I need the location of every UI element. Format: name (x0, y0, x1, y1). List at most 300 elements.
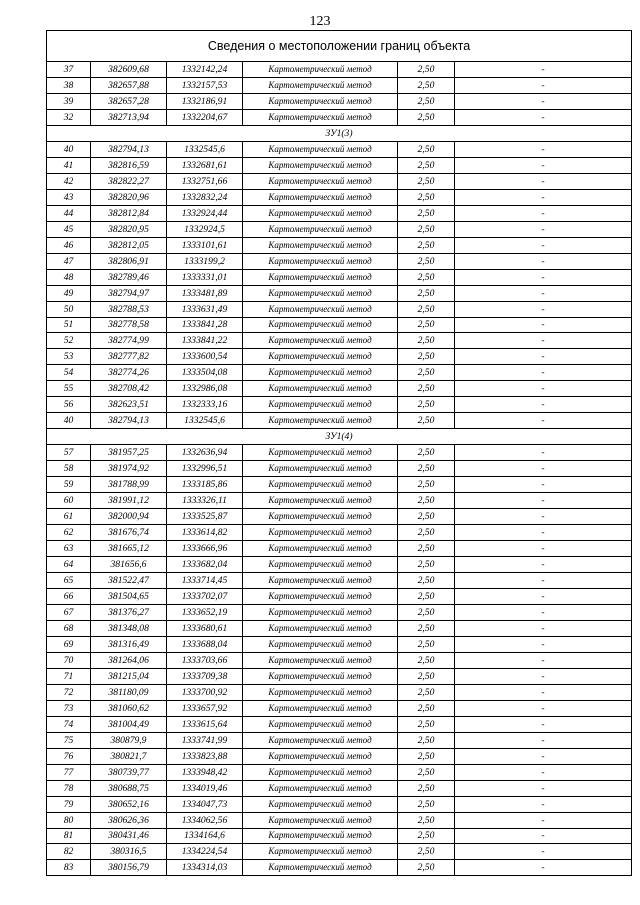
x-coordinate-cell: 381348,08 (91, 620, 167, 636)
table-row (47, 445, 632, 461)
method-cell: Картометрический метод (243, 764, 398, 780)
description-cell: - (455, 397, 632, 413)
x-coordinate-cell: 382822,27 (91, 173, 167, 189)
description-cell: - (455, 413, 632, 429)
description-cell: - (455, 812, 632, 828)
point-number-cell: 62 (47, 525, 91, 541)
method-cell: Картометрический метод (243, 285, 398, 301)
method-cell: Картометрический метод (243, 684, 398, 700)
point-number-cell: 67 (47, 604, 91, 620)
description-cell: - (455, 684, 632, 700)
method-cell: Картометрический метод (243, 141, 398, 157)
accuracy-cell: 2,50 (398, 141, 455, 157)
y-coordinate-cell: 1332545,6 (167, 413, 243, 429)
y-coordinate-cell: 1333709,38 (167, 668, 243, 684)
x-coordinate-cell: 380739,77 (91, 764, 167, 780)
x-coordinate-cell: 382820,95 (91, 221, 167, 237)
point-number-cell: 55 (47, 381, 91, 397)
accuracy-cell: 2,50 (398, 604, 455, 620)
description-cell: - (455, 588, 632, 604)
description-cell: - (455, 381, 632, 397)
x-coordinate-cell: 382812,84 (91, 205, 167, 221)
accuracy-cell: 2,50 (398, 557, 455, 573)
accuracy-cell: 2,50 (398, 588, 455, 604)
table-row (47, 333, 632, 349)
method-cell: Картометрический метод (243, 461, 398, 477)
description-cell: - (455, 509, 632, 525)
description-cell: - (455, 221, 632, 237)
y-coordinate-cell: 1332996,51 (167, 461, 243, 477)
table-title: Сведения о местоположении границ объекта (47, 31, 632, 62)
y-coordinate-cell: 1333714,45 (167, 573, 243, 589)
x-coordinate-cell: 382812,05 (91, 237, 167, 253)
x-coordinate-cell: 381215,04 (91, 668, 167, 684)
table-row (47, 668, 632, 684)
method-cell: Картометрический метод (243, 620, 398, 636)
table-row (47, 62, 632, 78)
table-row (47, 509, 632, 525)
method-cell: Картометрический метод (243, 413, 398, 429)
table-row (47, 636, 632, 652)
description-cell: - (455, 301, 632, 317)
description-cell: - (455, 748, 632, 764)
point-number-cell: 64 (47, 557, 91, 573)
accuracy-cell: 2,50 (398, 844, 455, 860)
method-cell: Картометрический метод (243, 557, 398, 573)
method-cell: Картометрический метод (243, 157, 398, 173)
description-cell: - (455, 365, 632, 381)
point-number-cell: 70 (47, 652, 91, 668)
table-row (47, 573, 632, 589)
table-row (47, 413, 632, 429)
method-cell: Картометрический метод (243, 301, 398, 317)
method-cell: Картометрический метод (243, 237, 398, 253)
description-cell: - (455, 333, 632, 349)
page-number: 123 (309, 14, 331, 29)
point-number-cell: 46 (47, 237, 91, 253)
accuracy-cell: 2,50 (398, 812, 455, 828)
method-cell: Картометрический метод (243, 525, 398, 541)
description-cell: - (455, 253, 632, 269)
accuracy-cell: 2,50 (398, 157, 455, 173)
description-cell: - (455, 860, 632, 876)
point-number-cell: 38 (47, 77, 91, 93)
description-cell: - (455, 445, 632, 461)
description-cell: - (455, 573, 632, 589)
description-cell: - (455, 141, 632, 157)
y-coordinate-cell: 1332157,53 (167, 77, 243, 93)
table-row (47, 732, 632, 748)
x-coordinate-cell: 380688,75 (91, 780, 167, 796)
table-row (47, 189, 632, 205)
x-coordinate-cell: 381060,62 (91, 700, 167, 716)
y-coordinate-cell: 1333682,04 (167, 557, 243, 573)
accuracy-cell: 2,50 (398, 237, 455, 253)
method-cell: Картометрический метод (243, 573, 398, 589)
point-number-cell: 56 (47, 397, 91, 413)
x-coordinate-cell: 382820,96 (91, 189, 167, 205)
y-coordinate-cell: 1333525,87 (167, 509, 243, 525)
method-cell: Картометрический метод (243, 588, 398, 604)
point-number-cell: 66 (47, 588, 91, 604)
description-cell: - (455, 764, 632, 780)
description-cell: - (455, 652, 632, 668)
point-number-cell: 40 (47, 141, 91, 157)
accuracy-cell: 2,50 (398, 269, 455, 285)
table-row (47, 93, 632, 109)
boundary-table (46, 30, 632, 876)
y-coordinate-cell: 1334019,46 (167, 780, 243, 796)
table-row (47, 237, 632, 253)
x-coordinate-cell: 381504,65 (91, 588, 167, 604)
method-cell: Картометрический метод (243, 173, 398, 189)
accuracy-cell: 2,50 (398, 780, 455, 796)
point-number-cell: 68 (47, 620, 91, 636)
y-coordinate-cell: 1333688,04 (167, 636, 243, 652)
x-coordinate-cell: 382794,13 (91, 413, 167, 429)
description-cell: - (455, 285, 632, 301)
description-cell: - (455, 477, 632, 493)
y-coordinate-cell: 1333741,99 (167, 732, 243, 748)
x-coordinate-cell: 382623,51 (91, 397, 167, 413)
accuracy-cell: 2,50 (398, 109, 455, 125)
accuracy-cell: 2,50 (398, 732, 455, 748)
y-coordinate-cell: 1333504,08 (167, 365, 243, 381)
description-cell: - (455, 668, 632, 684)
table-row (47, 109, 632, 125)
method-cell: Картометрический метод (243, 796, 398, 812)
y-coordinate-cell: 1332333,16 (167, 397, 243, 413)
table-row (47, 317, 632, 333)
point-number-cell: 82 (47, 844, 91, 860)
accuracy-cell: 2,50 (398, 205, 455, 221)
table-row (47, 764, 632, 780)
y-coordinate-cell: 1333481,89 (167, 285, 243, 301)
table-title-row (47, 31, 632, 62)
table-row (47, 173, 632, 189)
y-coordinate-cell: 1333823,88 (167, 748, 243, 764)
description-cell: - (455, 828, 632, 844)
accuracy-cell: 2,50 (398, 668, 455, 684)
description-cell: - (455, 109, 632, 125)
accuracy-cell: 2,50 (398, 796, 455, 812)
x-coordinate-cell: 382816,59 (91, 157, 167, 173)
y-coordinate-cell: 1333652,19 (167, 604, 243, 620)
point-number-cell: 75 (47, 732, 91, 748)
x-coordinate-cell: 381004,49 (91, 716, 167, 732)
accuracy-cell: 2,50 (398, 62, 455, 78)
method-cell: Картометрический метод (243, 636, 398, 652)
y-coordinate-cell: 1332924,44 (167, 205, 243, 221)
accuracy-cell: 2,50 (398, 636, 455, 652)
description-cell: - (455, 557, 632, 573)
x-coordinate-cell: 382794,13 (91, 141, 167, 157)
x-coordinate-cell: 380431,46 (91, 828, 167, 844)
y-coordinate-cell: 1333700,92 (167, 684, 243, 700)
x-coordinate-cell: 381974,92 (91, 461, 167, 477)
accuracy-cell: 2,50 (398, 93, 455, 109)
description-cell: - (455, 157, 632, 173)
point-number-cell: 76 (47, 748, 91, 764)
description-cell: - (455, 620, 632, 636)
point-number-cell: 40 (47, 413, 91, 429)
y-coordinate-cell: 1333631,49 (167, 301, 243, 317)
x-coordinate-cell: 380626,36 (91, 812, 167, 828)
method-cell: Картометрический метод (243, 253, 398, 269)
point-number-cell: 78 (47, 780, 91, 796)
x-coordinate-cell: 381316,49 (91, 636, 167, 652)
table-row (47, 525, 632, 541)
description-cell: - (455, 796, 632, 812)
accuracy-cell: 2,50 (398, 525, 455, 541)
method-cell: Картометрический метод (243, 365, 398, 381)
description-cell: - (455, 269, 632, 285)
accuracy-cell: 2,50 (398, 700, 455, 716)
table-row (47, 157, 632, 173)
table-row (47, 828, 632, 844)
point-number-cell: 74 (47, 716, 91, 732)
point-number-cell: 77 (47, 764, 91, 780)
description-cell: - (455, 493, 632, 509)
point-number-cell: 54 (47, 365, 91, 381)
accuracy-cell: 2,50 (398, 684, 455, 700)
method-cell: Картометрический метод (243, 668, 398, 684)
x-coordinate-cell: 382708,42 (91, 381, 167, 397)
point-number-cell: 52 (47, 333, 91, 349)
description-cell: - (455, 525, 632, 541)
table-row (47, 493, 632, 509)
y-coordinate-cell: 1332142,24 (167, 62, 243, 78)
x-coordinate-cell: 381522,47 (91, 573, 167, 589)
point-number-cell: 81 (47, 828, 91, 844)
section-row (47, 125, 632, 141)
point-number-cell: 59 (47, 477, 91, 493)
table-row (47, 557, 632, 573)
y-coordinate-cell: 1332186,91 (167, 93, 243, 109)
accuracy-cell: 2,50 (398, 509, 455, 525)
method-cell: Картометрический метод (243, 780, 398, 796)
accuracy-cell: 2,50 (398, 445, 455, 461)
table-row (47, 269, 632, 285)
method-cell: Картометрический метод (243, 509, 398, 525)
point-number-cell: 58 (47, 461, 91, 477)
y-coordinate-cell: 1332751,66 (167, 173, 243, 189)
y-coordinate-cell: 1333615,64 (167, 716, 243, 732)
table-row (47, 301, 632, 317)
description-cell: - (455, 93, 632, 109)
y-coordinate-cell: 1333702,07 (167, 588, 243, 604)
table-row (47, 365, 632, 381)
table-row (47, 77, 632, 93)
y-coordinate-cell: 1332681,61 (167, 157, 243, 173)
description-cell: - (455, 62, 632, 78)
y-coordinate-cell: 1333948,42 (167, 764, 243, 780)
method-cell: Картометрический метод (243, 205, 398, 221)
description-cell: - (455, 317, 632, 333)
description-cell: - (455, 461, 632, 477)
y-coordinate-cell: 1333614,82 (167, 525, 243, 541)
x-coordinate-cell: 381788,99 (91, 477, 167, 493)
description-cell: - (455, 205, 632, 221)
point-number-cell: 63 (47, 541, 91, 557)
y-coordinate-cell: 1333199,2 (167, 253, 243, 269)
x-coordinate-cell: 382774,26 (91, 365, 167, 381)
point-number-cell: 49 (47, 285, 91, 301)
method-cell: Картометрический метод (243, 62, 398, 78)
point-number-cell: 57 (47, 445, 91, 461)
accuracy-cell: 2,50 (398, 317, 455, 333)
y-coordinate-cell: 1334164,6 (167, 828, 243, 844)
method-cell: Картометрический метод (243, 397, 398, 413)
point-number-cell: 60 (47, 493, 91, 509)
accuracy-cell: 2,50 (398, 764, 455, 780)
table-row (47, 796, 632, 812)
description-cell: - (455, 716, 632, 732)
x-coordinate-cell: 382713,94 (91, 109, 167, 125)
method-cell: Картометрический метод (243, 860, 398, 876)
table-row (47, 285, 632, 301)
method-cell: Картометрический метод (243, 189, 398, 205)
y-coordinate-cell: 1332832,24 (167, 189, 243, 205)
x-coordinate-cell: 381264,06 (91, 652, 167, 668)
x-coordinate-cell: 382794,97 (91, 285, 167, 301)
point-number-cell: 72 (47, 684, 91, 700)
point-number-cell: 53 (47, 349, 91, 365)
accuracy-cell: 2,50 (398, 253, 455, 269)
description-cell: - (455, 77, 632, 93)
description-cell: - (455, 844, 632, 860)
accuracy-cell: 2,50 (398, 349, 455, 365)
table-row (47, 397, 632, 413)
point-number-cell: 37 (47, 62, 91, 78)
point-number-cell: 42 (47, 173, 91, 189)
y-coordinate-cell: 1332204,67 (167, 109, 243, 125)
method-cell: Картометрический метод (243, 716, 398, 732)
y-coordinate-cell: 1333600,54 (167, 349, 243, 365)
description-cell: - (455, 604, 632, 620)
accuracy-cell: 2,50 (398, 493, 455, 509)
y-coordinate-cell: 1333841,22 (167, 333, 243, 349)
y-coordinate-cell: 1333185,86 (167, 477, 243, 493)
x-coordinate-cell: 380156,79 (91, 860, 167, 876)
accuracy-cell: 2,50 (398, 652, 455, 668)
table-row (47, 349, 632, 365)
x-coordinate-cell: 381656,6 (91, 557, 167, 573)
x-coordinate-cell: 381376,27 (91, 604, 167, 620)
x-coordinate-cell: 382789,46 (91, 269, 167, 285)
description-cell: - (455, 173, 632, 189)
method-cell: Картометрический метод (243, 828, 398, 844)
point-number-cell: 73 (47, 700, 91, 716)
point-number-cell: 32 (47, 109, 91, 125)
point-number-cell: 69 (47, 636, 91, 652)
table-row (47, 541, 632, 557)
accuracy-cell: 2,50 (398, 285, 455, 301)
accuracy-cell: 2,50 (398, 573, 455, 589)
y-coordinate-cell: 1333666,96 (167, 541, 243, 557)
method-cell: Картометрический метод (243, 349, 398, 365)
method-cell: Картометрический метод (243, 844, 398, 860)
table-row (47, 780, 632, 796)
description-cell: - (455, 349, 632, 365)
accuracy-cell: 2,50 (398, 301, 455, 317)
point-number-cell: 47 (47, 253, 91, 269)
point-number-cell: 79 (47, 796, 91, 812)
accuracy-cell: 2,50 (398, 541, 455, 557)
accuracy-cell: 2,50 (398, 716, 455, 732)
description-cell: - (455, 237, 632, 253)
y-coordinate-cell: 1333657,92 (167, 700, 243, 716)
x-coordinate-cell: 382609,68 (91, 62, 167, 78)
x-coordinate-cell: 382778,58 (91, 317, 167, 333)
description-cell: - (455, 541, 632, 557)
y-coordinate-cell: 1333680,61 (167, 620, 243, 636)
table-row (47, 812, 632, 828)
method-cell: Картометрический метод (243, 109, 398, 125)
y-coordinate-cell: 1334314,03 (167, 860, 243, 876)
accuracy-cell: 2,50 (398, 620, 455, 636)
accuracy-cell: 2,50 (398, 173, 455, 189)
point-number-cell: 48 (47, 269, 91, 285)
accuracy-cell: 2,50 (398, 381, 455, 397)
table-row (47, 652, 632, 668)
point-number-cell: 65 (47, 573, 91, 589)
point-number-cell: 44 (47, 205, 91, 221)
method-cell: Картометрический метод (243, 812, 398, 828)
x-coordinate-cell: 382777,82 (91, 349, 167, 365)
table-row (47, 748, 632, 764)
x-coordinate-cell: 381180,09 (91, 684, 167, 700)
y-coordinate-cell: 1334047,73 (167, 796, 243, 812)
method-cell: Картометрический метод (243, 381, 398, 397)
table-row (47, 221, 632, 237)
x-coordinate-cell: 382774,99 (91, 333, 167, 349)
table-row (47, 860, 632, 876)
y-coordinate-cell: 1333331,01 (167, 269, 243, 285)
table-row (47, 141, 632, 157)
table-row (47, 620, 632, 636)
point-number-cell: 61 (47, 509, 91, 525)
method-cell: Картометрический метод (243, 333, 398, 349)
y-coordinate-cell: 1332924,5 (167, 221, 243, 237)
point-number-cell: 51 (47, 317, 91, 333)
point-number-cell: 39 (47, 93, 91, 109)
point-number-cell: 80 (47, 812, 91, 828)
description-cell: - (455, 189, 632, 205)
table-row (47, 684, 632, 700)
method-cell: Картометрический метод (243, 317, 398, 333)
x-coordinate-cell: 380652,16 (91, 796, 167, 812)
x-coordinate-cell: 382788,53 (91, 301, 167, 317)
method-cell: Картометрический метод (243, 493, 398, 509)
x-coordinate-cell: 382806,91 (91, 253, 167, 269)
y-coordinate-cell: 1334224,54 (167, 844, 243, 860)
table-row (47, 700, 632, 716)
table-row (47, 844, 632, 860)
point-number-cell: 45 (47, 221, 91, 237)
section-row (47, 429, 632, 445)
x-coordinate-cell: 381676,74 (91, 525, 167, 541)
table-row (47, 588, 632, 604)
accuracy-cell: 2,50 (398, 77, 455, 93)
section-label: ЗУ1(3) (47, 125, 632, 141)
table-row (47, 205, 632, 221)
method-cell: Картометрический метод (243, 748, 398, 764)
description-cell: - (455, 700, 632, 716)
y-coordinate-cell: 1333841,28 (167, 317, 243, 333)
accuracy-cell: 2,50 (398, 748, 455, 764)
method-cell: Картометрический метод (243, 541, 398, 557)
